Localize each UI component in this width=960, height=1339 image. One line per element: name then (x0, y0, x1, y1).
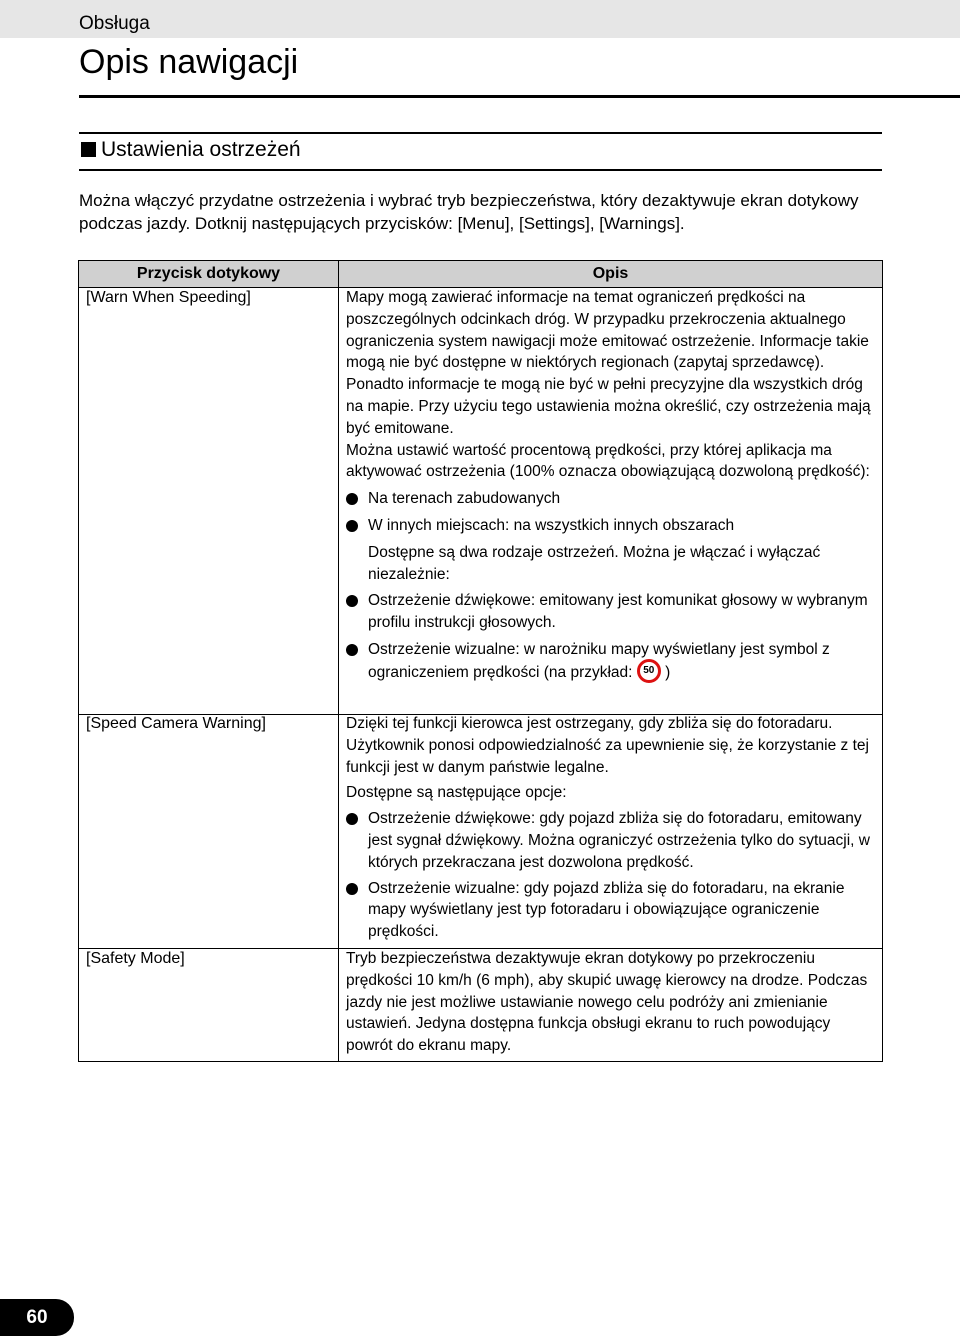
subheading: Ustawienia ostrzeżeń (101, 138, 301, 161)
column-header-button: Przycisk dotykowy (136, 265, 281, 282)
safety-mode-label: [Safety Mode] (86, 950, 185, 967)
bullet-dot-icon (346, 493, 358, 505)
camera-paragraph-1: Dzięki tej funkcji kierowca jest ostrzegany, gdy zbliża się do fotoradaru. Użytkownik ponosi odpowiedzialność za upewnienie się, że korzystanie z tej funkcji jest w danym państwie legalne. (346, 715, 869, 776)
list-item (346, 639, 876, 685)
bullet-dot-icon (346, 595, 358, 607)
table-header-row (79, 261, 882, 288)
subheading-rule-bottom (79, 169, 882, 171)
speed-limit-sign-icon: 50 (637, 659, 661, 683)
list-item (346, 878, 876, 943)
page-title: Opis nawigacji (79, 43, 299, 81)
column-divider (338, 261, 339, 1061)
section-label: Obsługa (79, 13, 150, 34)
safety-mode-description (346, 948, 876, 1057)
column-header-description: Opis (592, 265, 629, 282)
list-item (346, 590, 876, 634)
intro-paragraph: Można włączyć przydatne ostrzeżenia i wybrać tryb bezpieczeństwa, który dezaktywuje ekran dotykowy podczas jazdy. Dotknij następujących przycisków: [Menu], [Settings], [Warnings]. (79, 191, 859, 233)
page-number-badge: 60 (0, 1299, 74, 1336)
camera-paragraph-2: Dostępne są następujące opcje: (346, 784, 567, 802)
list-item-text: Ostrzeżenie dźwiękowe: emitowany jest komunikat głosowy w wybranym profilu instrukcji głosowych. (368, 592, 868, 632)
speed-camera-description (346, 713, 876, 943)
speed-camera-label: [Speed Camera Warning] (86, 715, 266, 732)
bullet-dot-icon (346, 813, 358, 825)
bullet-dot-icon (346, 520, 358, 532)
warn-speeding-label: [Warn When Speeding] (86, 289, 251, 306)
square-bullet-icon (81, 142, 96, 157)
subheading-rule-top (79, 132, 882, 134)
bullet-dot-icon (346, 883, 358, 895)
warn-paragraph-1: Mapy mogą zawierać informacje na temat ograniczeń prędkości na poszczególnych odcinkach dróg. W przypadku przekroczenia aktualnego ograniczenia system nawigacji może emitować ostrzeżenie. Informacje takie mogą nie być dostępne w niektórych regionach (zapytaj sprzedawcę). Ponadto informacje te mogą nie być w pełni precyzyjne dla wszystkich dróg na mapie. Przy użyciu tego ustawienia można określić, czy ostrzeżenia mają być emitowane. (346, 289, 871, 437)
list-item-text: Na terenach zabudowanych (368, 490, 561, 508)
list-item (346, 808, 876, 873)
bullet-dot-icon (346, 644, 358, 656)
warn-speeding-description (346, 287, 876, 685)
list-item-text-end: ) (665, 663, 671, 681)
warn-paragraph-2: Można ustawić wartość procentową prędkości, przy której aplikacja ma aktywować ostrzeżenia (100% oznacza obowiązującą dozwoloną prędkość): (346, 441, 870, 481)
list-item-text: Ostrzeżenie dźwiękowe: gdy pojazd zbliża się do fotoradaru, emitowany jest sygnał dźwiękowy. Można ograniczyć ostrzeżenia tylko do sytuacji, w których przekraczana jest dozwolona prędkość. (368, 810, 870, 871)
warn-paragraph-3: Dostępne są dwa rodzaje ostrzeżeń. Można je włączać i wyłączać niezależnie: (368, 543, 821, 583)
settings-table (78, 260, 883, 1062)
title-divider (79, 95, 960, 98)
list-item-text: Ostrzeżenie wizualne: w narożniku mapy wyświetlany jest symbol z ograniczeniem prędkości (na przykład: (368, 640, 830, 681)
list-item (346, 515, 876, 537)
list-item-text: W innych miejscach: na wszystkich innych obszarach (368, 516, 735, 534)
list-item (346, 488, 876, 510)
safety-paragraph-1: Tryb bezpieczeństwa dezaktywuje ekran dotykowy po przekroczeniu prędkości 10 km/h (6 mph), aby skupić uwagę kierowcy na drodze. Podczas jazdy nie jest możliwe ustawianie nowego celu podróży ani zmienianie ustawień. Jedyna dostępna funkcja obsługi ekranu to ruch powodujący powrót do ekranu mapy. (346, 950, 868, 1055)
list-item-text: Ostrzeżenie wizualne: gdy pojazd zbliża się do fotoradaru, na ekranie mapy wyświetlany jest typ fotoradaru i obowiązujące ograniczenie prędkości. (368, 879, 845, 941)
